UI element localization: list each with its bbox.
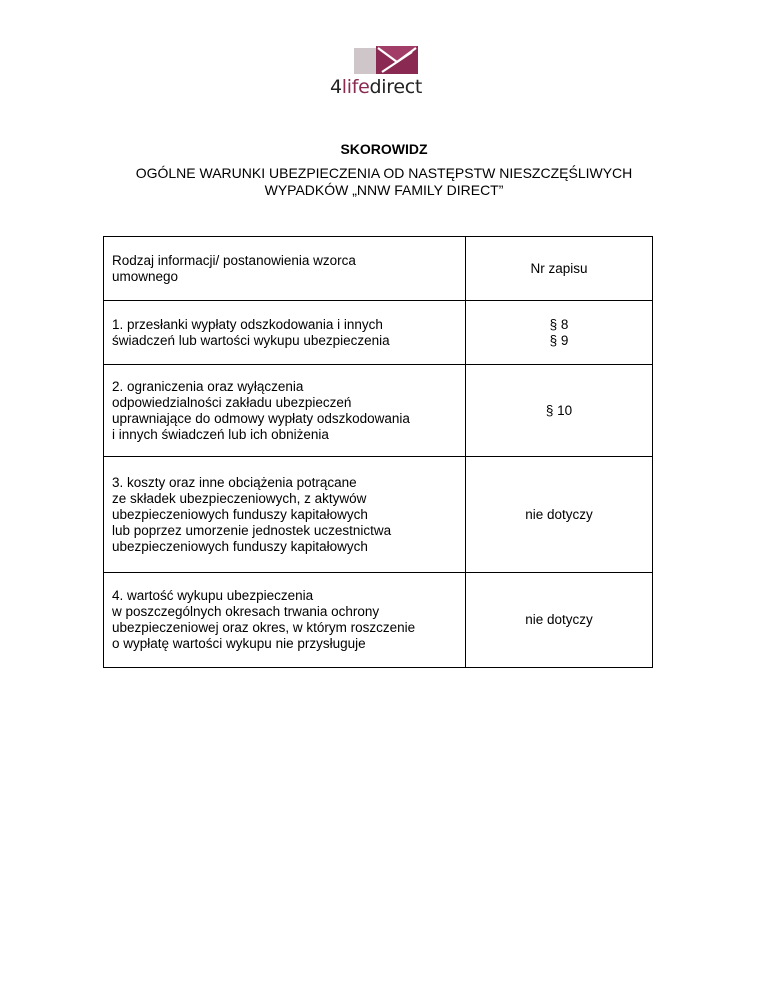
cell-line: 3. koszty oraz inne obciążenia potrącane [112, 474, 357, 490]
cell-line: § 9 [549, 332, 569, 348]
subtitle-line: WYPADKÓW „NNW FAMILY DIRECT” [264, 182, 504, 198]
info-cell [104, 573, 466, 668]
document-subtitle [84, 165, 684, 199]
cell-line: uprawniające do odmowy wypłaty odszkodowania [112, 410, 410, 426]
cell-line: Rodzaj informacji/ postanowienia wzorca [112, 252, 356, 268]
cell-line: lub poprzez umorzenie jednostek uczestnictwa [112, 522, 392, 538]
cell-line: odpowiedzialności zakładu ubezpieczeń [112, 394, 352, 410]
cell-line: § 10 [545, 402, 573, 418]
cell-line: świadczeń lub wartości wykupu ubezpieczenia [112, 332, 390, 348]
cell-line: 4. wartość wykupu ubezpieczenia [112, 588, 314, 603]
header-info-cell [104, 237, 466, 301]
cell-line: w poszczególnych okresach trwania ochrony [112, 604, 380, 619]
table-row [104, 365, 653, 457]
cell-line: i innych świadczeń lub ich obniżenia [112, 426, 329, 442]
table-row [104, 573, 653, 668]
table-header-row [104, 237, 653, 301]
logo-wordmark [330, 76, 442, 98]
logo-brand-life: life [341, 76, 370, 98]
nr-cell [466, 457, 653, 573]
table-row [104, 301, 653, 365]
logo-brand-four: 4 [330, 76, 342, 98]
cell-line: ubezpieczeniowych funduszy kapitałowych [112, 538, 368, 554]
nr-cell [466, 365, 653, 457]
cell-line: nie dotyczy [525, 506, 593, 522]
cell-line: ze składek ubezpieczeniowych, z aktywów [112, 490, 367, 506]
company-logo [330, 44, 442, 104]
cell-line: Nr zapisu [530, 260, 588, 276]
cell-line: 2. ograniczenia oraz wyłączenia [112, 378, 304, 394]
nr-cell [466, 573, 653, 668]
cell-line: umownego [112, 268, 179, 284]
cell-line: 1. przesłanki wypłaty odszkodowania i innych [112, 316, 383, 332]
cell-line: nie dotyczy [525, 612, 593, 627]
table-row [104, 457, 653, 573]
cell-line: ubezpieczeniowej oraz okres, w którym roszczenie [112, 620, 416, 635]
cell-line: ubezpieczeniowych funduszy kapitałowych [112, 506, 368, 522]
index-table [103, 236, 653, 668]
document-title: SKOROWIDZ [340, 141, 428, 157]
cell-line: § 8 [549, 316, 569, 332]
info-cell [104, 457, 466, 573]
header-nr-cell [466, 237, 653, 301]
info-cell [104, 365, 466, 457]
info-cell [104, 301, 466, 365]
envelope-logo-icon [330, 44, 442, 78]
subtitle-line: OGÓLNE WARUNKI UBEZPIECZENIA OD NASTĘPSTW NIESZCZĘŚLIWYCH [135, 165, 633, 181]
nr-cell [466, 301, 653, 365]
cell-line: o wypłatę wartości wykupu nie przysługuje [112, 636, 366, 651]
logo-brand-direct: direct [369, 76, 423, 98]
